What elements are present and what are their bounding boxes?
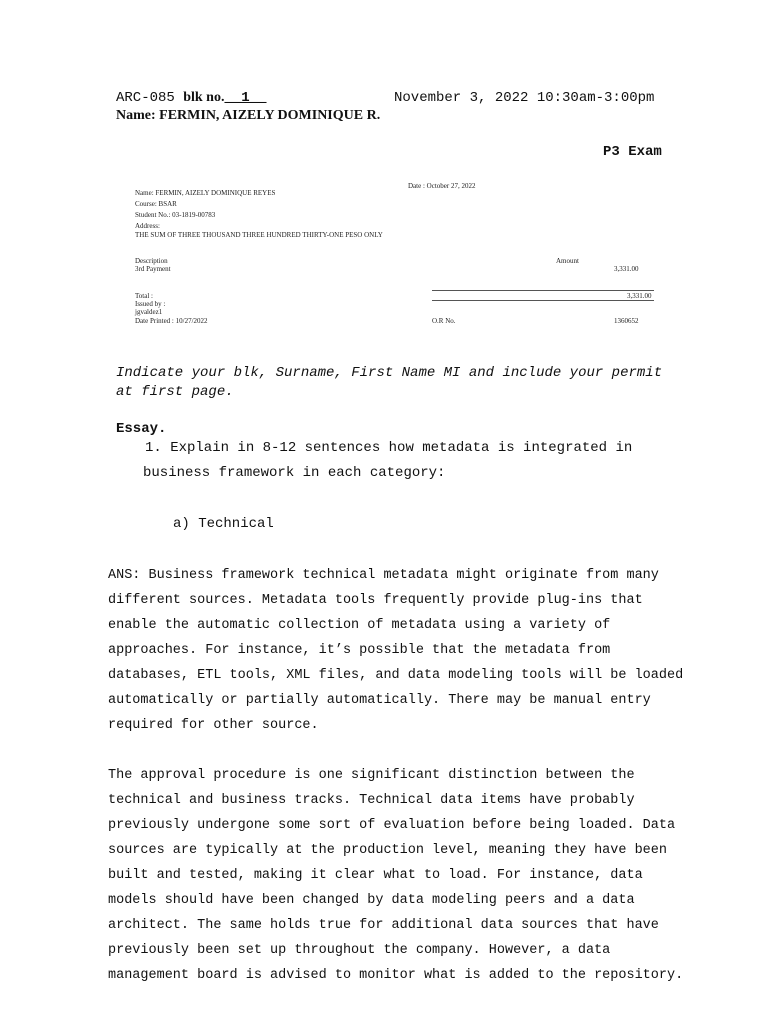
answer-line: required for other source.: [108, 718, 319, 733]
answer-line: built and tested, making it clear what to load. For instance, data: [108, 868, 643, 883]
exam-date-time: November 3, 2022 10:30am-3:00pm: [394, 90, 655, 106]
receipt-amount-label: Amount: [556, 257, 579, 265]
header-course-line: [116, 90, 266, 106]
answer-paragraph-2: [108, 763, 684, 988]
receipt-item-name: 3rd Payment: [135, 265, 171, 273]
student-name-line: [116, 108, 380, 124]
receipt-address-label: Address:: [135, 222, 160, 230]
receipt-total-label: Total :: [135, 292, 153, 300]
receipt-issued-by-label: Issued by :: [135, 300, 166, 308]
answer-line: models should have been changed by data modeling peers and a data: [108, 893, 635, 908]
receipt-item-amount: 3,331.00: [614, 265, 639, 273]
essay-heading: Essay.: [116, 421, 167, 437]
blk-value: __1__: [224, 90, 267, 106]
answer-line: databases, ETL tools, XML files, and data modeling tools will be loaded: [108, 668, 684, 683]
receipt-description-label: Description: [135, 257, 168, 265]
receipt-rule-bottom: [432, 300, 654, 301]
answer-line: The approval procedure is one significant distinction between the: [108, 768, 635, 783]
answer-line: enable the automatic collection of metadata using a variety of: [108, 618, 611, 633]
answer-line: architect. The same holds true for additional data sources that have: [108, 918, 659, 933]
answer-line: management board is advised to monitor what is added to the repository.: [108, 968, 684, 983]
name-value: FERMIN, AIZELY DOMINIQUE R.: [159, 108, 381, 123]
receipt-amount-words: THE SUM OF THREE THOUSAND THREE HUNDRED THIRTY-ONE PESO ONLY: [135, 231, 383, 239]
receipt-rule-top: [432, 290, 654, 291]
answer-line: automatically or partially automatically. There may be manual entry: [108, 693, 651, 708]
receipt-course: Course: BSAR: [135, 200, 177, 208]
essay-question-line-1: 1. Explain in 8-12 sentences how metadata is integrated in: [145, 440, 633, 456]
answer-line: previously undergone some sort of evaluation before being loaded. Data: [108, 818, 676, 833]
receipt-or-label: O.R No.: [432, 317, 456, 325]
answer-line: ANS: Business framework technical metadata might originate from many: [108, 568, 659, 583]
essay-sub-item-technical: a) Technical: [173, 516, 274, 532]
receipt-issued-by-value: jgvaldez1: [135, 308, 163, 316]
blk-label: blk no.: [183, 90, 225, 105]
receipt-total-amount: 3,331.00: [627, 292, 652, 300]
receipt-student-no: Student No.: 03-1819-00783: [135, 211, 216, 219]
receipt-date-printed: Date Printed : 10/27/2022: [135, 317, 208, 325]
answer-line: approaches. For instance, it’s possible that the metadata from: [108, 643, 611, 658]
answer-line: technical and business tracks. Technical data items have probably: [108, 793, 635, 808]
answer-line: sources are typically at the production level, meaning they have been: [108, 843, 667, 858]
answer-line: previously been set up throughout the company. However, a data: [108, 943, 611, 958]
receipt-name: Name: FERMIN, AIZELY DOMINIQUE REYES: [135, 189, 276, 197]
receipt-date: Date : October 27, 2022: [408, 182, 476, 190]
name-label: Name:: [116, 108, 156, 123]
answer-line: different sources. Metadata tools frequently provide plug-ins that: [108, 593, 643, 608]
instruction-text: Indicate your blk, Surname, First Name MI and include your permit at first page.: [116, 365, 663, 400]
essay-question-line-2: business framework in each category:: [143, 465, 446, 481]
receipt-or-value: 1360652: [614, 317, 639, 325]
exam-label: P3 Exam: [603, 144, 662, 160]
answer-paragraph-1: [108, 563, 684, 738]
course-code: ARC-085: [116, 90, 175, 106]
